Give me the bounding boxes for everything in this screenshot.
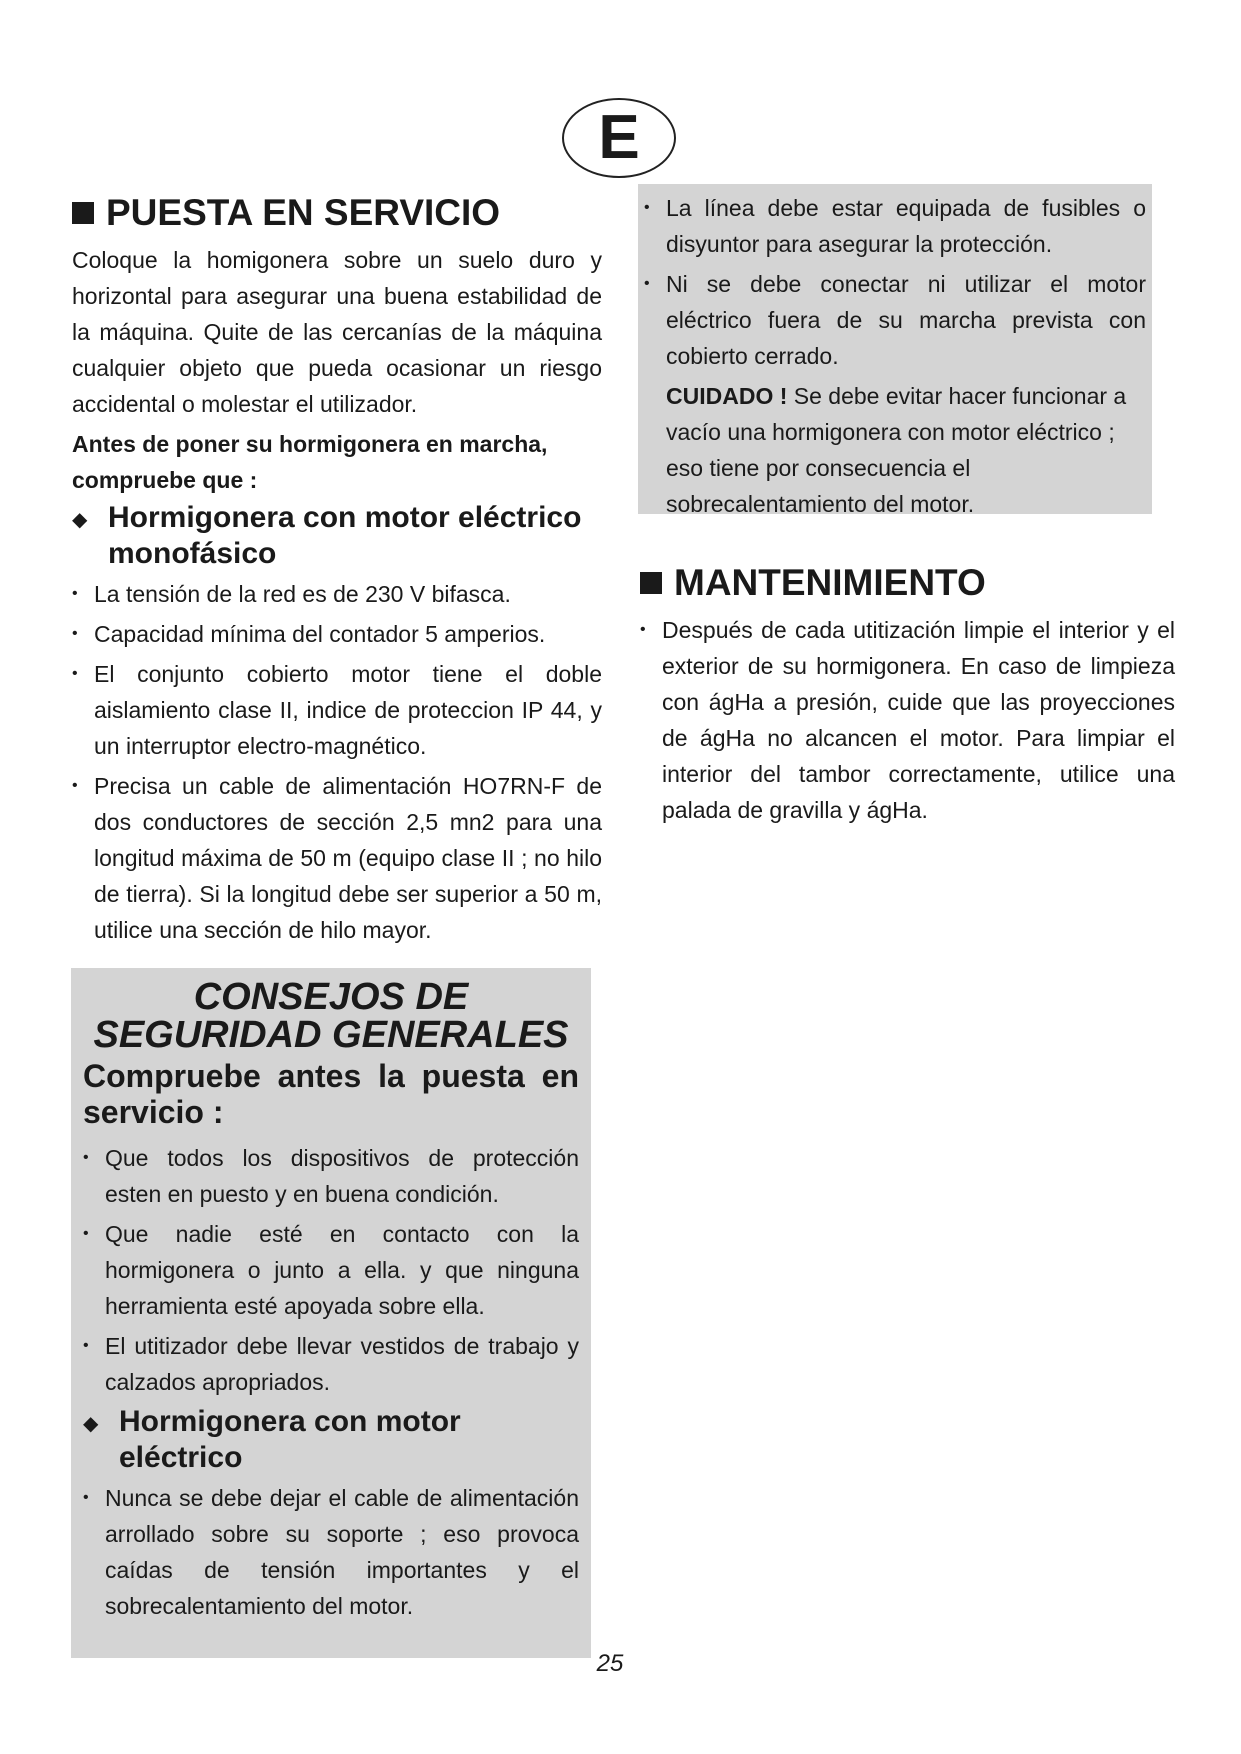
- subheading-motor-electrico: [83, 1404, 579, 1476]
- right-note-list: [644, 190, 1146, 374]
- subheading-monofasico: [72, 500, 602, 572]
- safety-subtitle: Compruebe antes la puesta en servicio :: [83, 1058, 579, 1130]
- language-badge: E: [562, 98, 676, 178]
- safety-title-line2: SEGURIDAD GENERALES: [93, 1014, 569, 1056]
- left-column: [72, 190, 602, 952]
- section-heading-mantenimiento: [640, 560, 1175, 606]
- list-item: • La tensión de la red es de 230 V bifasca.: [72, 576, 602, 612]
- caution-label: CUIDADO !: [666, 383, 788, 409]
- subheading-text: Hormigonera con motor eléctrico monofásico: [108, 501, 582, 570]
- section-title: MANTENIMIENTO: [674, 562, 986, 603]
- caution-note: [644, 378, 1146, 522]
- safety-box: [71, 968, 591, 1658]
- list-item: • Después de cada utitización limpie el interior y el exterior de su hormigonera. En caso de limpieza con ágHa a presión, cuide que las proyecciones de ágHa no alcancen el motor. Para limpiar el interior del tambor correctamente, utilice una palada de gravilla y ágHa.: [640, 612, 1175, 828]
- square-bullet-icon: [640, 572, 662, 594]
- right-note-box: [638, 184, 1152, 517]
- electric-list: [83, 1480, 579, 1624]
- section-heading-puesta: [72, 190, 602, 236]
- safety-list: [83, 1140, 579, 1400]
- diamond-bullet-icon: ◆: [83, 1413, 99, 1435]
- list-item: • Capacidad mínima del contador 5 amperios.: [72, 616, 602, 652]
- list-item: • El utitizador debe llevar vestidos de trabajo y calzados apropriados.: [83, 1328, 579, 1400]
- square-bullet-icon: [72, 202, 94, 224]
- page-number: 25: [596, 1650, 624, 1677]
- list-item: • Ni se debe conectar ni utilizar el motor eléctrico fuera de su marcha prevista con cobierto cerrado.: [644, 266, 1146, 374]
- caution-text: Se debe evitar hacer funcionar a vacío una hormigonera con motor eléctrico ; eso tiene por consecuencia el sobrecalentamiento del motor.: [666, 383, 1127, 517]
- check-intro: Antes de poner su hormigonera en marcha, compruebe que :: [72, 431, 548, 493]
- diamond-bullet-icon: ◆: [72, 509, 88, 531]
- list-item: • Nunca se debe dejar el cable de alimentación arrollado sobre su soporte ; eso provoca caídas de tensión importantes y el sobrecalentamiento del motor.: [83, 1480, 579, 1624]
- safety-title-line1: CONSEJOS DE: [193, 976, 469, 1018]
- maintenance-list: [640, 612, 1175, 828]
- list-item: • La línea debe estar equipada de fusibles o disyuntor para asegurar la protección.: [644, 190, 1146, 262]
- list-item: • Que nadie esté en contacto con la hormigonera o junto a ella. y que ninguna herramienta esté apoyada sobre ella.: [83, 1216, 579, 1324]
- maintenance-column: [640, 560, 1175, 832]
- requirements-list: [72, 576, 602, 948]
- list-item: • El conjunto cobierto motor tiene el doble aislamiento clase II, indice de proteccion IP 44, y un interruptor electro-magnético.: [72, 656, 602, 764]
- list-item: • Precisa un cable de alimentación HO7RN-F de dos conductores de sección 2,5 mn2 para una longitud máxima de 50 m (equipo clase II ; no hilo de tierra). Si la longitud debe ser superior a 50 m, utilice una sección de hilo mayor.: [72, 768, 602, 948]
- subheading-text: Hormigonera con motor eléctrico: [119, 1405, 461, 1474]
- intro-paragraph: Coloque la homigonera sobre un suelo duro y horizontal para asegurar una buena estabilidad de la máquina. Quite de las cercanías de la máquina cualquier objeto que pueda ocasionar un riesgo accidental o molestar el utilizador.: [72, 247, 602, 417]
- section-title: PUESTA EN SERVICIO: [106, 192, 501, 233]
- list-item: • Que todos los dispositivos de protección esten en puesto y en buena condición.: [83, 1140, 579, 1212]
